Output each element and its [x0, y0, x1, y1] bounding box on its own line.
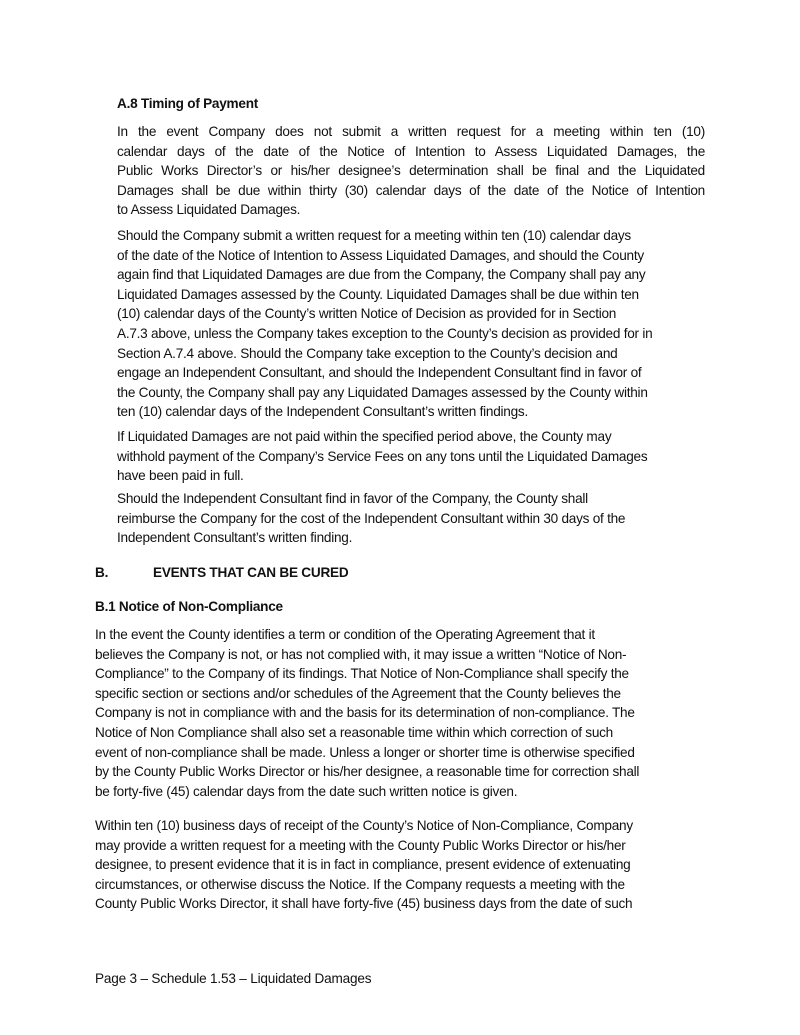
- text-line: may provide a written request for a meeting with the County Public Works Director or his/her: [95, 837, 626, 853]
- text-line: Should the Company submit a written request for a meeting within ten (10) calendar days: [117, 228, 631, 243]
- text-line: reimburse the Company for the cost of the Independent Consultant within 30 days of the: [117, 510, 626, 526]
- section-b1-paragraph-2: [95, 816, 633, 914]
- section-b-label: B.: [95, 565, 109, 580]
- text-line: In the event Company does not submit a written request for a meeting within ten (10): [117, 124, 705, 139]
- text-line: event of non-compliance shall be made. Unless a longer or shorter time is otherwise specified: [95, 744, 635, 760]
- page-footer: Page 3 – Schedule 1.53 – Liquidated Damages: [95, 971, 372, 986]
- section-b-heading: [95, 563, 348, 583]
- text-line: Compliance” to the Company of its findings. That Notice of Non-Compliance shall specify the: [95, 666, 629, 682]
- section-a8-paragraph-1: [117, 122, 705, 220]
- text-line: again find that Liquidated Damages are due from the Company, the Company shall pay any: [117, 267, 646, 283]
- text-line: Notice of Non Compliance shall also set a reasonable time within which correction of such: [95, 724, 613, 740]
- text-line: Should the Independent Consultant find in favor of the Company, the County shall: [117, 491, 588, 506]
- section-a8-paragraph-4: [117, 489, 625, 548]
- text-line: Section A.7.4 above. Should the Company take exception to the County’s decision and: [117, 345, 618, 361]
- text-line: Independent Consultant’s written finding.: [117, 530, 353, 546]
- text-line: In the event the County identifies a term or condition of the Operating Agreement that it: [95, 627, 595, 642]
- text-line: calendar days of the date of the Notice of Intention to Assess Liquidated Damages, the: [117, 143, 705, 159]
- text-line: Liquidated Damages assessed by the County. Liquidated Damages shall be due within ten: [117, 286, 639, 302]
- text-line: (10) calendar days of the County’s written Notice of Decision as provided for in Section: [117, 306, 617, 322]
- section-a8-paragraph-3: [117, 427, 647, 486]
- text-line: circumstances, or otherwise discuss the Notice. If the Company requests a meeting with the: [95, 876, 625, 892]
- text-line: Within ten (10) business days of receipt of the County’s Notice of Non-Compliance, Company: [95, 818, 633, 833]
- text-line: of the date of the Notice of Intention to Assess Liquidated Damages, and should the County: [117, 247, 644, 263]
- section-b1-heading: B.1 Notice of Non-Compliance: [95, 599, 283, 614]
- text-line: Company is not in compliance with and the basis for its determination of non-compliance. The: [95, 705, 635, 721]
- text-line: to Assess Liquidated Damages.: [117, 202, 301, 218]
- text-line: County Public Works Director, it shall have forty-five (45) business days from the date of such: [95, 896, 633, 912]
- text-line: Damages shall be due within thirty (30) calendar days of the date of the Notice of Intention: [117, 182, 705, 198]
- text-line: believes the Company is not, or has not complied with, it may issue a written “Notice of Non-: [95, 646, 627, 662]
- text-line: A.7.3 above, unless the Company takes exception to the County’s decision as provided for in: [117, 325, 653, 341]
- text-line: ten (10) calendar days of the Independent Consultant’s written findings.: [117, 404, 528, 420]
- text-line: have been paid in full.: [117, 468, 244, 484]
- text-line: by the County Public Works Director or his/her designee, a reasonable time for correction shall: [95, 764, 640, 780]
- section-b1-paragraph-1: [95, 625, 639, 801]
- text-line: specific section or sections and/or schedules of the Agreement that the County believes the: [95, 685, 621, 701]
- section-a8-paragraph-2: [117, 226, 652, 422]
- text-line: designee, to present evidence that it is in fact in compliance, present evidence of extenuating: [95, 857, 631, 873]
- text-line: engage an Independent Consultant, and should the Independent Consultant find in favor of: [117, 365, 642, 381]
- text-line: be forty-five (45) calendar days from the date such written notice is given.: [95, 783, 518, 799]
- text-line: the County, the Company shall pay any Liquidated Damages assessed by the County within: [117, 384, 648, 400]
- section-b-title: EVENTS THAT CAN BE CURED: [153, 565, 349, 580]
- text-line: Public Works Director’s or his/her designee’s determination shall be final and the Liquidated: [117, 163, 705, 179]
- text-line: withhold payment of the Company’s Service Fees on any tons until the Liquidated Damages: [117, 448, 648, 464]
- section-a8-heading: A.8 Timing of Payment: [117, 96, 259, 111]
- text-line: If Liquidated Damages are not paid within the specified period above, the County may: [117, 429, 612, 444]
